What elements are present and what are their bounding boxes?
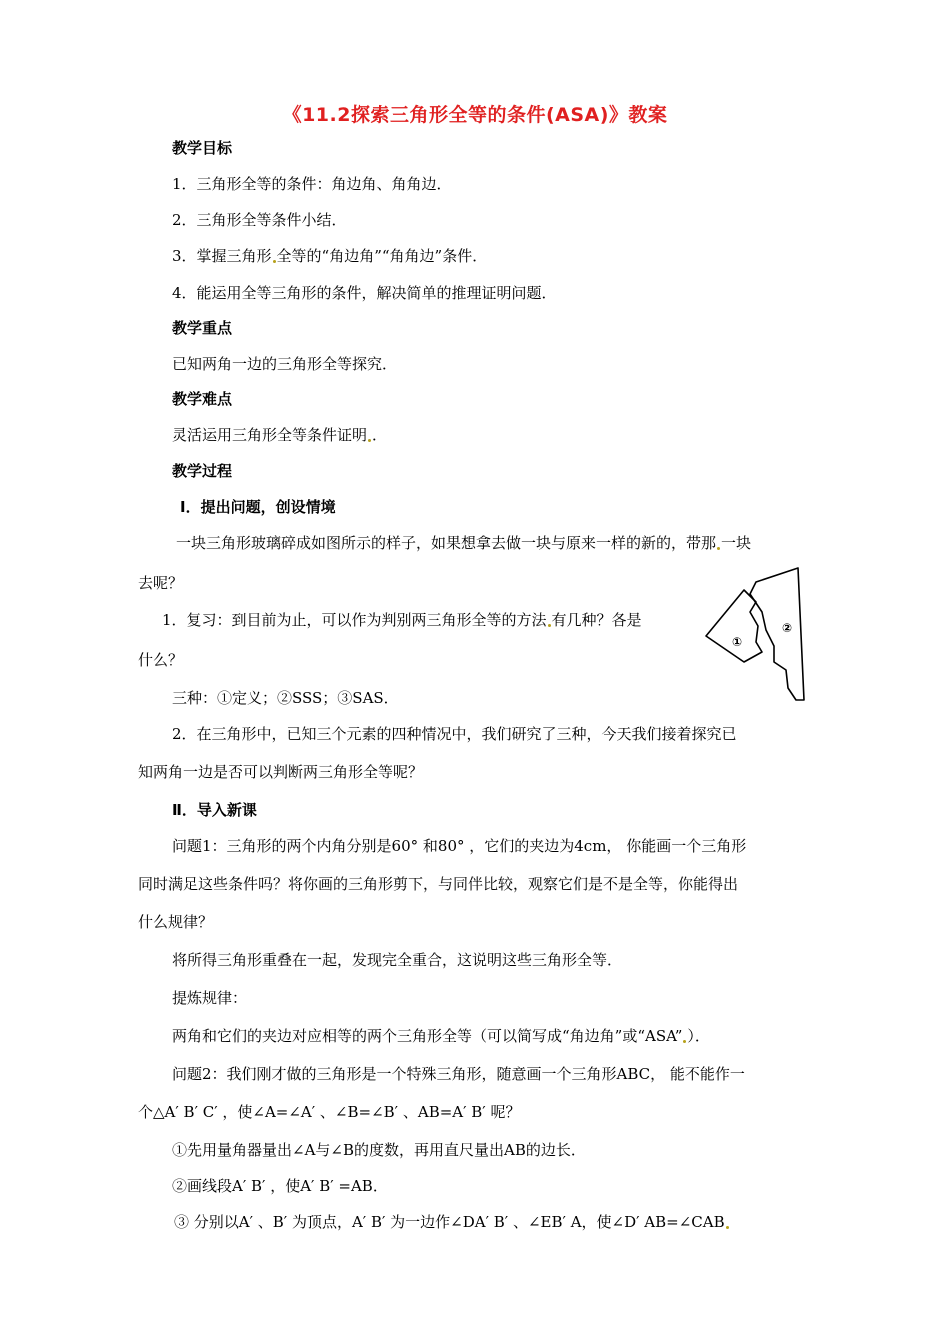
edit-mark [726, 1226, 729, 1229]
paragraph-glass-line1-part-b: 一块 [721, 534, 752, 552]
review-line1-part-b: 有几种？各是 [551, 611, 642, 629]
step-1: ①先用量角器量出∠A与∠B的度数，再用直尺量出AB的边长． [172, 1141, 586, 1159]
step-3-text: ③ 分别以A′ 、B′ 为顶点，A′ B′ 为一边作∠DA′ B′ 、∠EB′ A，使∠D′ AB=∠CAB [174, 1213, 725, 1231]
problem2-line1: 问题2：我们刚才做的三角形是一个特殊三角形，随意画一个三角形ABC， 能不能作一 [172, 1065, 745, 1083]
review-line1-part-a: 1．复习：到目前为止，可以作为判别两三角形全等的方法 [162, 611, 547, 629]
problem2-line2: 个△A′ B′ C′ ，使∠A=∠A′ 、∠B=∠B′ 、AB=A′ B′ 呢？ [138, 1103, 521, 1121]
glass-piece-1-label: ① [732, 635, 743, 649]
difficulty-text-part-b: ． [372, 426, 388, 444]
step-2: ②画线段A′ B′ ，使A′ B′ =AB． [172, 1177, 388, 1195]
step-3 [174, 1212, 730, 1232]
difficulty-text [172, 425, 387, 445]
answer-text: 三种：①定义；②SSS；③SAS． [172, 689, 399, 707]
edit-mark [717, 547, 720, 550]
key-text: 已知两角一边的三角形全等探究． [172, 355, 398, 373]
difficulty-heading: 教学难点 [172, 390, 233, 408]
problem1-line2: 同时满足这些条件吗？将你画的三角形剪下，与同伴比较，观察它们是不是全等，你能得出 [138, 875, 739, 893]
edit-mark [683, 1040, 686, 1043]
process-heading: 教学过程 [172, 462, 233, 480]
goal-item-3-part-a: 3．掌握三角形 [172, 247, 272, 265]
goal-item-1: 1．三角形全等的条件：角边角、角角边． [172, 175, 452, 193]
key-heading: 教学重点 [172, 319, 233, 337]
broken-glass-figure [704, 566, 806, 702]
edit-mark [368, 439, 371, 442]
goal-item-2: 2．三角形全等条件小结． [172, 211, 347, 229]
asa-rule [172, 1026, 710, 1046]
difficulty-text-part-a: 灵活运用三角形全等条件证明 [172, 426, 368, 444]
goal-item-3 [172, 246, 487, 266]
question2-line2: 知两角一边是否可以判断两三角形全等呢？ [138, 763, 424, 781]
edit-mark [548, 624, 551, 627]
review-line2: 什么？ [138, 651, 184, 669]
page-title: 《11.2探索三角形全等的条件(ASA)》教案 [282, 104, 668, 126]
question2-line1: 2．在三角形中，已知三个元素的四种情况中，我们研究了三种，今天我们接着探究已 [172, 725, 737, 743]
problem1-line1: 问题1：三角形的两个内角分别是60° 和80° ，它们的夹边为4cm， 你能画一个三角形 [172, 837, 747, 855]
edit-mark [273, 260, 276, 263]
refine-text: 提炼规律： [172, 989, 248, 1007]
part1-heading: Ⅰ．提出问题，创设情境 [180, 498, 336, 516]
asa-rule-part-a: 两角和它们的夹边对应相等的两个三角形全等（可以简写成“角边角”或“ASA” [172, 1027, 683, 1045]
glass-piece-2-label: ② [782, 621, 793, 635]
problem1-line3: 什么规律？ [138, 913, 214, 931]
overlap-text: 将所得三角形重叠在一起，发现完全重合，这说明这些三角形全等． [172, 951, 623, 969]
goals-heading: 教学目标 [172, 139, 233, 157]
paragraph-glass-line2: 去呢？ [138, 574, 184, 592]
part2-heading: Ⅱ．导入新课 [172, 801, 257, 819]
goal-item-4: 4．能运用全等三角形的条件，解决简单的推理证明问题． [172, 284, 557, 302]
broken-glass-diagram [704, 566, 806, 702]
glass-piece-2-shape [750, 568, 804, 700]
review-line1 [162, 610, 642, 630]
paragraph-glass-line1-part-a: 一块三角形玻璃碎成如图所示的样子，如果想拿去做一块与原来一样的新的，带那 [176, 534, 717, 552]
asa-rule-part-b: ）． [687, 1027, 710, 1045]
goal-item-3-part-b: 全等的“角边角”“角角边”条件． [276, 247, 488, 265]
paragraph-glass-line1 [176, 533, 751, 553]
